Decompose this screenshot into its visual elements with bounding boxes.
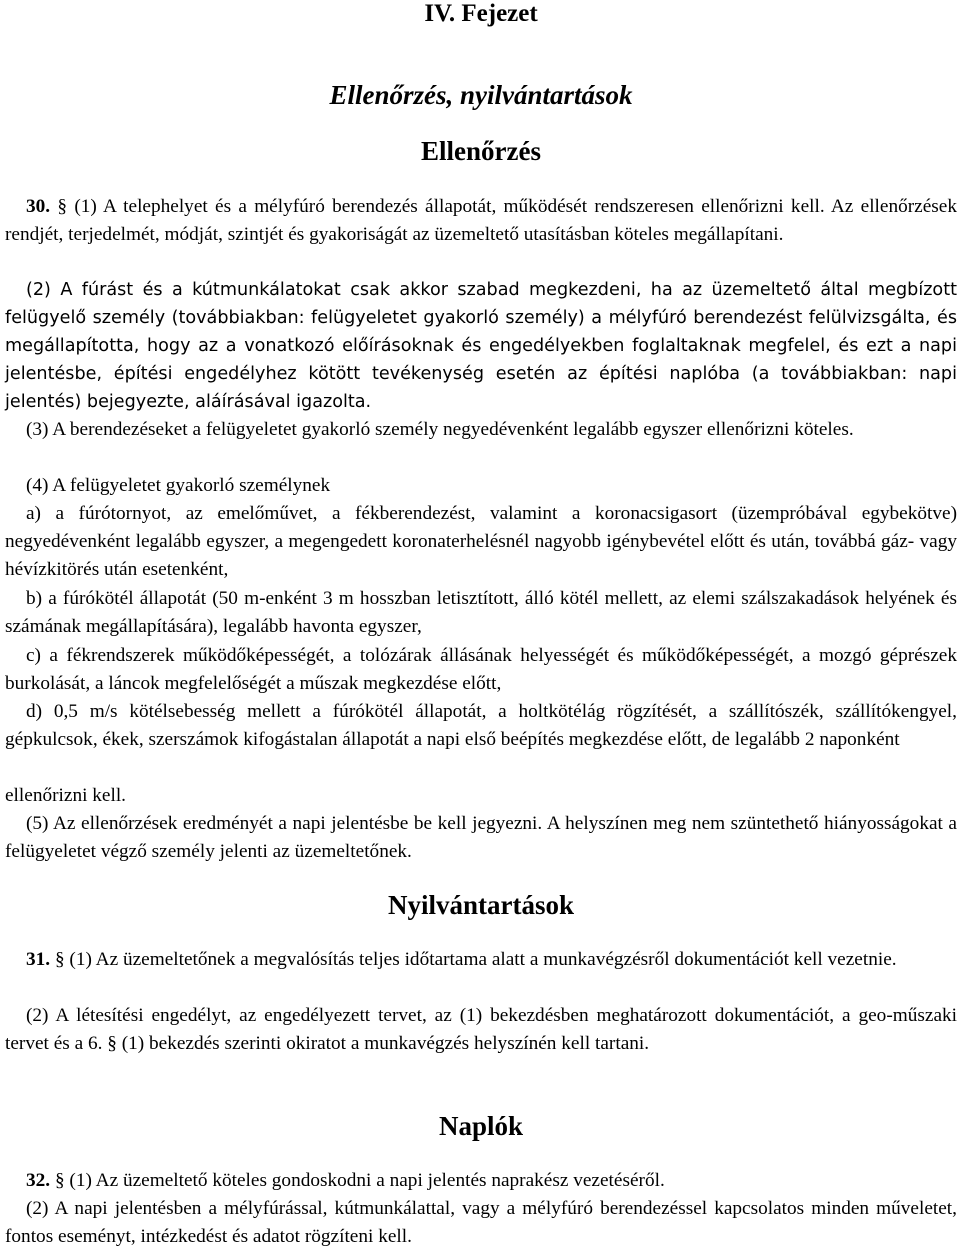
section-sign: § (54, 1170, 65, 1191)
subheading-ellenorzes: Ellenőrzés (421, 136, 541, 166)
paragraph-30-3: (3) A berendezéseket a felügyeletet gyakorló személy negyedévenként legalább egyszer ellenőrizni köteles. (26, 419, 854, 440)
paragraph-30-5: (5) Az ellenőrzések eredményét a napi jelentésbe be kell jegyezni. A helyszínen meg nem szüntethető hiányosságokat a felügyeletet végző személy jelenti az üzemeltetőnek. (5, 813, 957, 863)
subheading-nyilvantartasok: Nyilvántartások (387, 890, 574, 920)
paragraph-30-2: (2) A fúrást és a kútmunkálatokat csak akkor szabad megkezdeni, ha az üzemeltető által megbízott felügyelő személy (továbbiakban: felügyeletet gyakorló személy) a mélyfúró berendezést felülvizsgálta, és megállapította, hogy az a vonatkozó előírásoknak és engedélyekben foglaltaknak megfelel, és ezt a napi jelentésbe, építési engedélyhez kötött tevékenység esetén az építési naplóba (a továbbiakban: napi jelentés) bejegyezte, aláírásával igazolta. (5, 280, 957, 413)
paragraph-30-4-b: b) a fúrókötél állapotát (50 m-enként 3 m hosszban letisztított, álló kötél mellett, az elemi szálszakadások helyének és számának megállapítására), legalább havonta egyszer, (5, 588, 957, 638)
paragraph-30-4-d: d) 0,5 m/s kötélsebesség mellett a fúrókötél állapotát, a holtkötélág rögzítését, a szállítószék, szállítókengyel, gépkulcsok, ékek, szerszámok kifogástalan állapotát a napi első beépítés megkezdése előtt, de legalább 2 naponként (5, 701, 957, 751)
paragraph-text: (1) Az üzemeltetőnek a megvalósítás teljes időtartama alatt a munkavégzésről dokumentációt kell vezetnie. (69, 949, 897, 970)
paragraph-32-1 (5, 1167, 957, 1195)
paragraph-text: (1) Az üzemeltető köteles gondoskodni a napi jelentés naprakész vezetéséről. (69, 1170, 665, 1191)
section-title: Ellenőrzés, nyilvántartások (329, 80, 633, 110)
section-number: 30. (26, 196, 51, 217)
section-sign: § (54, 949, 65, 970)
paragraph-text: (1) A telephelyet és a mélyfúró berendezés állapotát, működését rendszeresen ellenőrizni kell. Az ellenőrzések rendjét, terjedelmét, módját, szintjét és gyakoriságát az üzemeltető utasításban köteles megállapítani. (5, 196, 957, 246)
paragraph-32-2: (2) A napi jelentésben a mélyfúrással, kútmunkálattal, vagy a mélyfúró berendezéssel kapcsolatos minden műveletet, fontos eseményt, intézkedést és adatot rögzíteni kell. (5, 1198, 957, 1248)
paragraph-31-2: (2) A létesítési engedélyt, az engedélyezett tervet, az (1) bekezdésben meghatározott dokumentációt, a geo-műszaki tervet és a 6. § (1) bekezdés szerinti okiratot a munkavégzés helyszínén kell tartani. (5, 1005, 957, 1055)
paragraph-30-4: (4) A felügyeletet gyakorló személynek (26, 475, 331, 496)
paragraph-31-1 (5, 946, 957, 974)
section-number: 32. (26, 1170, 51, 1191)
section-sign: § (57, 196, 68, 217)
paragraph-30-1 (5, 193, 957, 249)
chapter-title: IV. Fejezet (424, 0, 538, 27)
paragraph-30-4-c: c) a fékrendszerek működőképességét, a tolózárak állásának helyességét és működőképességét, a mozgó géprészek burkolását, a láncok megfelelőségét a műszak megkezdése előtt, (5, 645, 957, 695)
document-page (5, 0, 957, 1248)
paragraph-30-4-a: a) a fúrótornyot, az emelőművet, a fékberendezést, valamint a koronacsigasort (üzempróbával egybekötve) negyedévenként legalább egyszer, a megengedett koronaterhelésnél nagyobb igénybevétel előtt és után, továbbá gáz- vagy hévízkitörés után esetenként, (5, 503, 957, 581)
paragraph-30-4-end: ellenőrizni kell. (5, 785, 126, 806)
subheading-naplok: Naplók (438, 1111, 524, 1141)
section-number: 31. (26, 949, 51, 970)
